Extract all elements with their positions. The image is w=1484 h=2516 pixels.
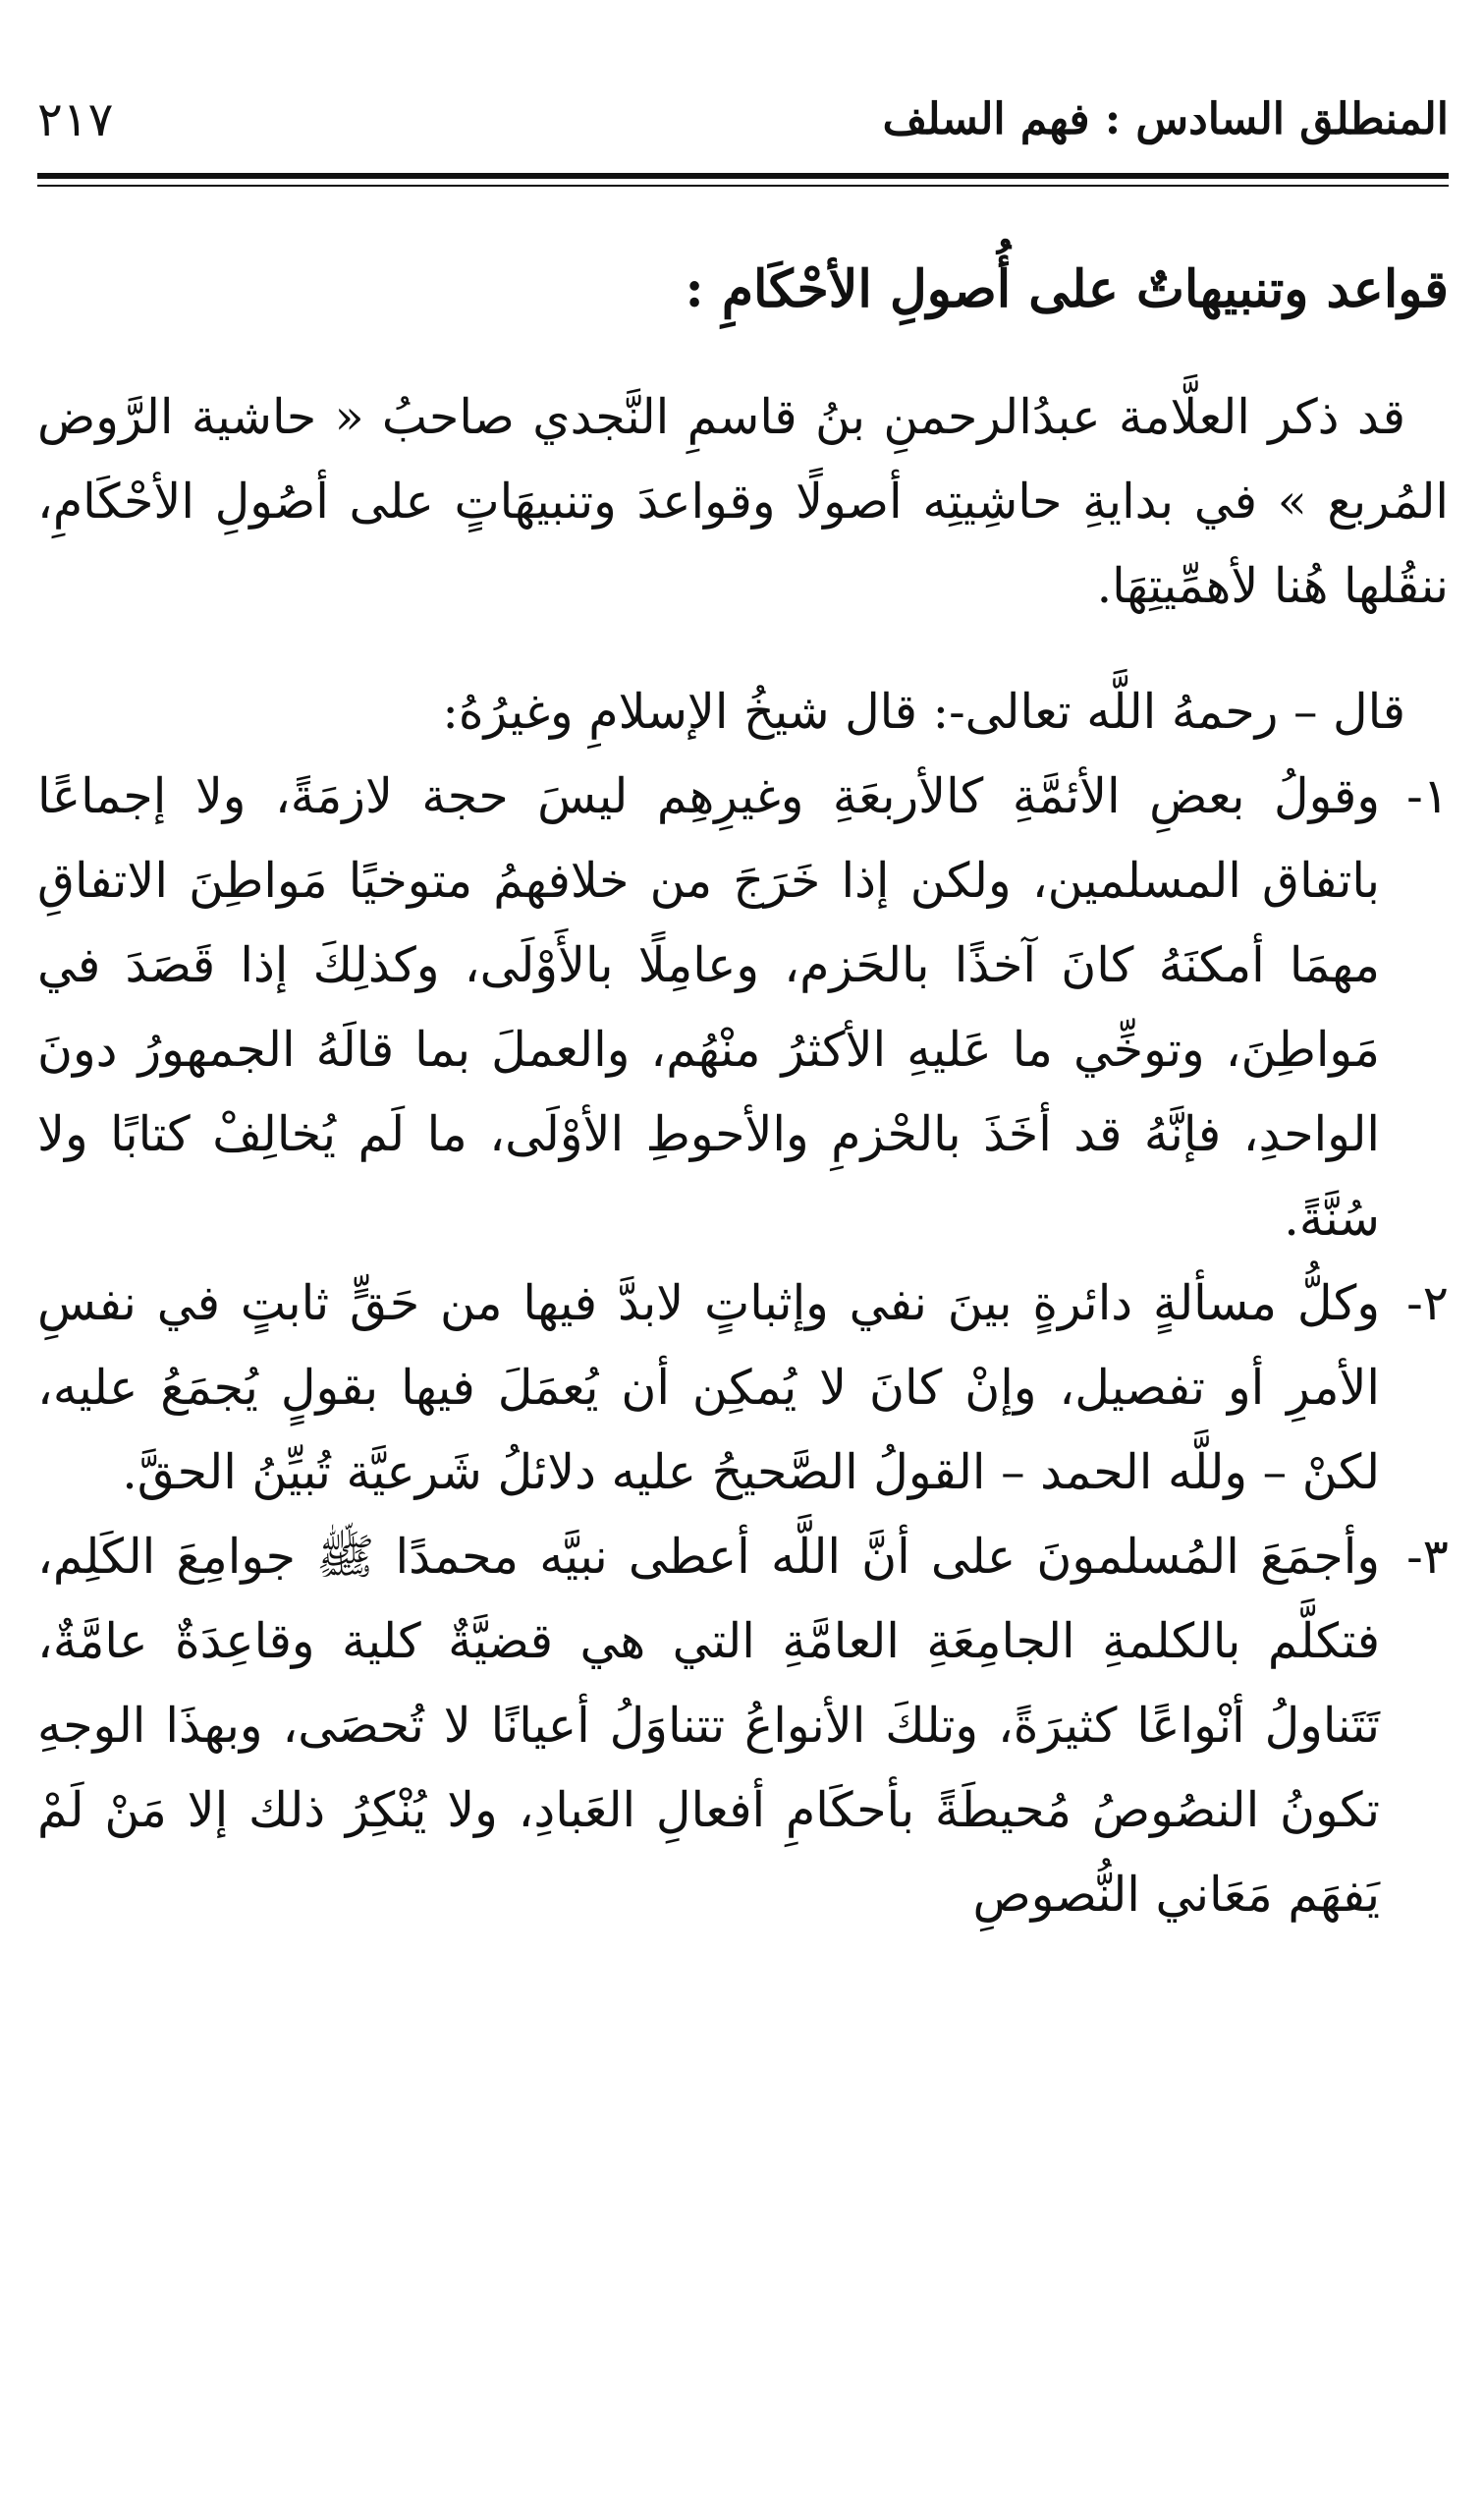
page-body	[37, 246, 1449, 1937]
section-heading: قواعد وتنبيهاتٌ على أُصولِ الأحْكَامِ :	[685, 259, 1449, 319]
page-number: ٢١٧	[37, 92, 114, 147]
item-text: وكلُّ مسألةٍ دائرةٍ بينَ نفي وإثباتٍ لابدَّ فيها من حَقٍّ ثابتٍ في نفسِ الأمرِ أو تفصيل، وإنْ كانَ لا يُمكِن أن يُعمَلَ فيها بقولٍ يُجمَعُ عليه، لكنْ – وللَّه الحمد – القولُ الصَّحيحُ عليه دلائلُ شَرعيَّة تُبيِّنُ الحقَّ.	[37, 1275, 1380, 1500]
item-text: وقولُ بعضِ الأئمَّةِ كالأربعَةِ وغيرِهِم ليسَ حجة لازمَةً، ولا إجماعًا باتفاق المسلمين، ولكن إذا خَرَجَ من خلافهمُ متوخيًا مَواطِنَ الاتفاقِ مهمَا أمكنَهُ كانَ آخذًا بالحَزم، وعامِلًا بالأَوْلَى، وكذلِكَ إذا قَصَدَ في مَواطِنَ، وتوخِّي ما عَليهِ الأكثرُ منْهُم، والعملَ بما قالَهُ الجمهورُ دونَ الواحدِ، فإنَّهُ قد أخَذَ بالحْزمِ والأحوطِ الأوْلَى، ما لَم يُخالِفْ كتابًا ولا سُنَّةً.	[37, 768, 1380, 1247]
numbered-item-2	[37, 1261, 1449, 1515]
intro-paragraph: قد ذكر العلَّامة عبدُالرحمنِ بنُ قاسمِ النَّجدي صاحبُ « حاشية الرَّوض المُربع » في بدايةِ حاشِيتِه أصولًا وقواعدَ وتنبيهَاتٍ على أصُولِ الأحْكَامِ، ننقُلها هُنا لأهمِّيتِهَا.	[37, 389, 1449, 614]
header-rule-thick	[37, 173, 1449, 179]
item-number: ٢-	[1406, 1275, 1449, 1331]
lead-paragraph: قال – رحمهُ اللَّه تعالى-: قال شيخُ الإسلامِ وغيرُهُ:	[442, 684, 1405, 740]
item-number: ٣-	[1406, 1529, 1449, 1585]
item-text: وأجمَعَ المُسلمونَ على أنَّ اللَّه أعطى نبيَّه محمدًا ﷺ جوامِعَ الكَلِم، فتكلَّم بالكلمةِ الجامِعَةِ العامَّةِ التي هي قضيَّةٌ كلية وقاعِدَةٌ عامَّةٌ، تَتَناولُ أنْواعًا كثيرَةً، وتلكَ الأنواعُ تتناوَلُ أعيانًا لا تُحصَى، وبهذَا الوجهِ تكونُ النصُوصُ مُحيطَةً بأحكَامِ أفعالِ العَبادِ، ولا يُنْكِرُ ذلك إلا مَنْ لَمْ يَفهَم مَعَاني النُّصوصِ	[37, 1529, 1380, 1923]
page-header	[37, 79, 1449, 157]
numbered-item-3	[37, 1515, 1449, 1937]
running-head: المنطلق السادس : فهم السلف	[882, 94, 1449, 144]
item-number: ١-	[1406, 768, 1449, 824]
header-rule-thin	[37, 185, 1449, 187]
numbered-item-1	[37, 755, 1449, 1261]
